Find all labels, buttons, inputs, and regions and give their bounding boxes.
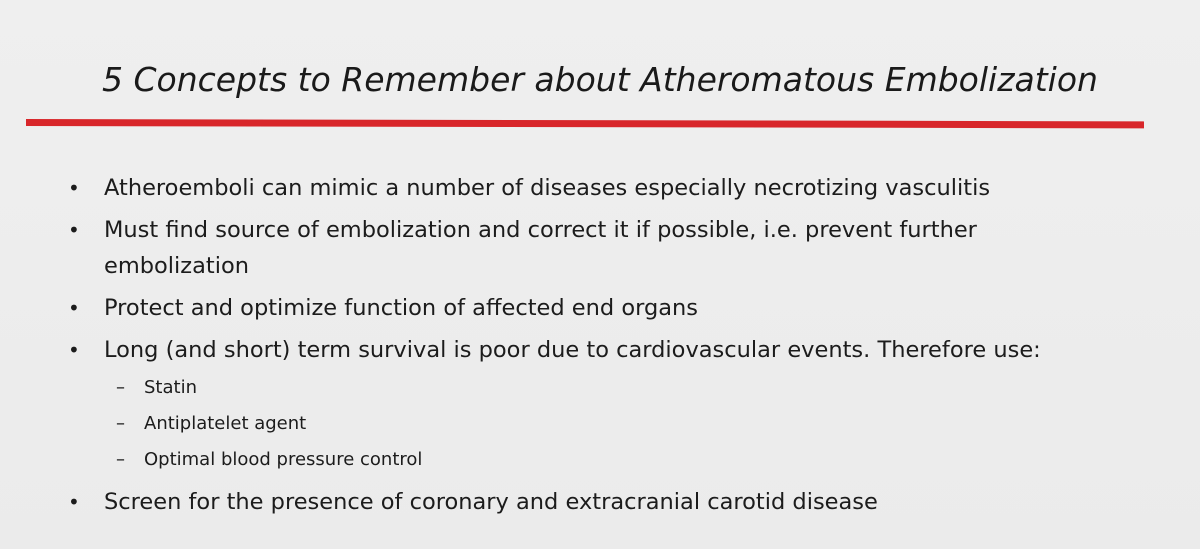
bullet-text: Atheroemboli can mimic a number of diseases especially necrotizing vasculitis <box>104 175 991 201</box>
bullet-item-protect <box>64 290 1174 326</box>
sub-item-blood-pressure <box>104 442 1174 478</box>
bullet-list <box>64 170 1174 526</box>
bullet-text: Long (and short) term survival is poor due to cardiovascular events. Therefore use: <box>104 337 1041 363</box>
sub-bullet-marker: – <box>116 449 125 470</box>
bullet-item-mimic <box>64 170 1174 206</box>
bullet-text: Screen for the presence of coronary and extracranial carotid disease <box>104 489 878 515</box>
bullet-marker: • <box>68 338 80 362</box>
bullet-marker: • <box>68 176 80 200</box>
bullet-text: Protect and optimize function of affected end organs <box>104 295 698 321</box>
sub-bullet-list <box>104 370 1174 478</box>
sub-bullet-marker: – <box>116 377 125 398</box>
bullet-marker: • <box>68 490 80 514</box>
bullet-marker: • <box>68 218 80 242</box>
sub-bullet-text: Statin <box>144 377 197 398</box>
sub-item-antiplatelet <box>104 406 1174 442</box>
bullet-text: Must find source of embolization and correct it if possible, i.e. prevent further embolization <box>104 217 977 279</box>
bullet-item-screen <box>64 484 1174 520</box>
bullet-item-source <box>64 212 1094 284</box>
bullet-item-survival <box>64 332 1174 478</box>
sub-bullet-text: Optimal blood pressure control <box>144 449 423 470</box>
title-underline-rule <box>26 119 1144 128</box>
sub-bullet-marker: – <box>116 413 125 434</box>
slide-title: 5 Concepts to Remember about Atheromatous Embolization <box>102 60 1098 99</box>
sub-item-statin <box>104 370 1174 406</box>
bullet-marker: • <box>68 296 80 320</box>
sub-bullet-text: Antiplatelet agent <box>144 413 307 434</box>
